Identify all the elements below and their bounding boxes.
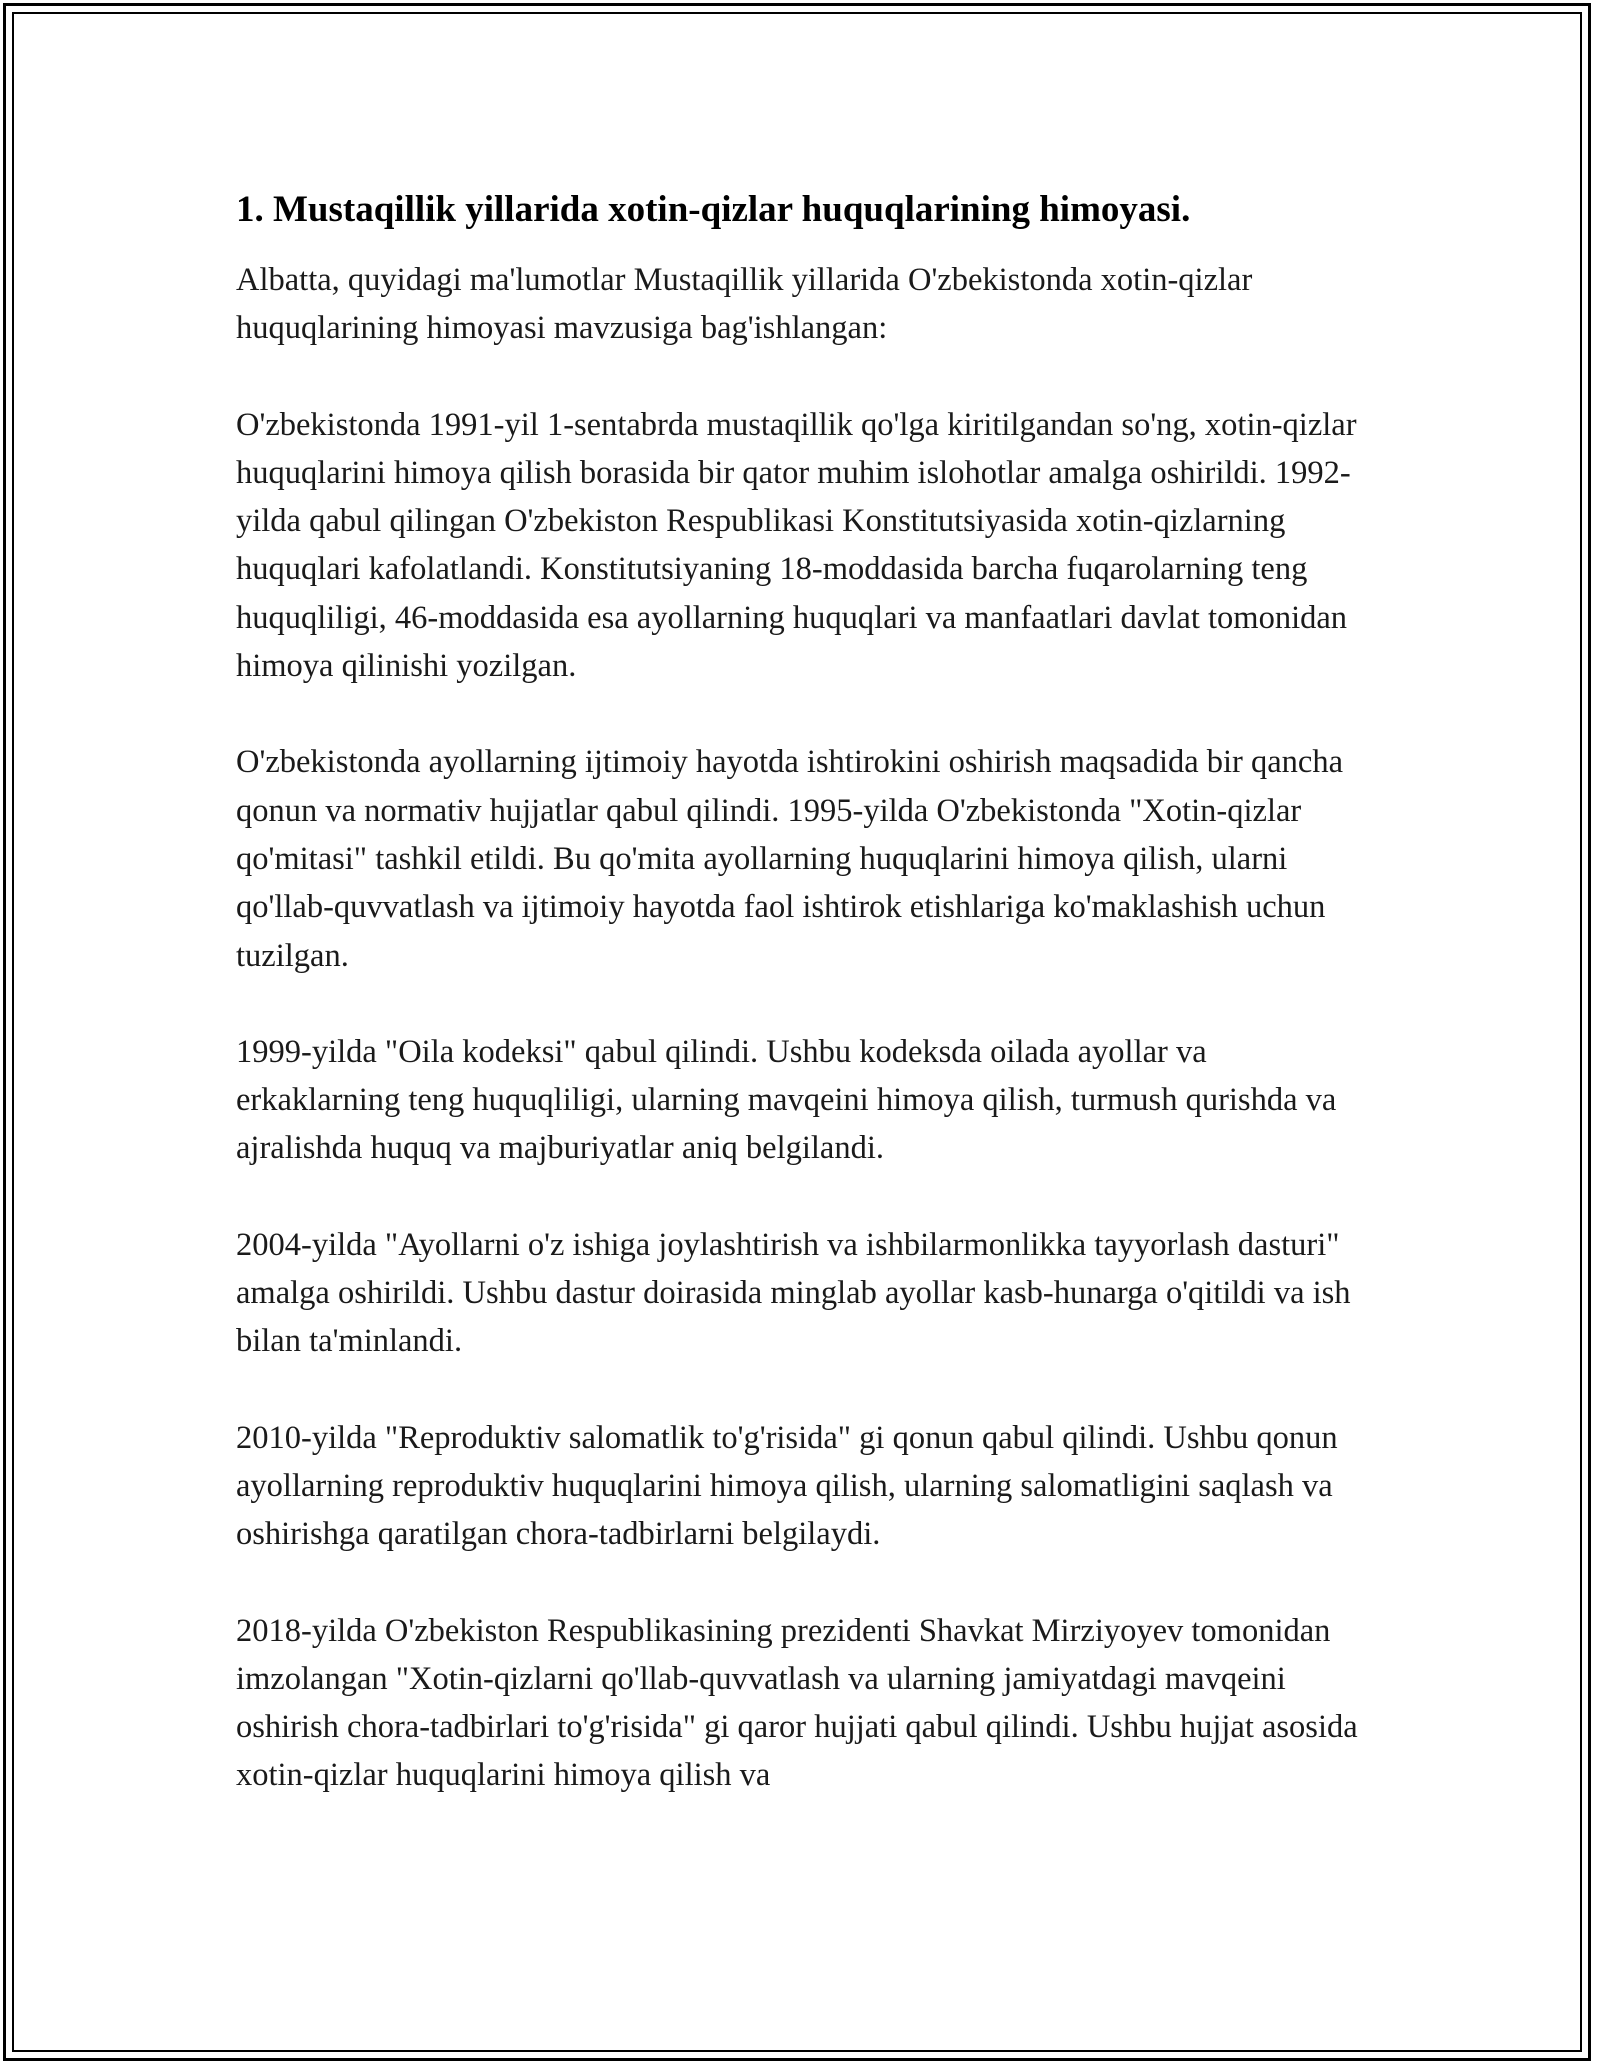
- paragraph-reproductive-health-law: 2010-yilda "Reproduktiv salomatlik to'g'risida" gi qonun qabul qilindi. Ushbu qonun ayollarning reproduktiv huquqlarini himoya qilish, ularning salomatligini saqlash va oshirishga qaratilgan chora-tadbirlarni belgilaydi.: [236, 1419, 1338, 1553]
- paragraph-intro: Albatta, quyidagi ma'lumotlar Mustaqillik yillarida O'zbekistonda xotin-qizlar huquqlarining himoyasi mavzusiga bag'ishlangan:: [236, 262, 1253, 347]
- document-title: 1. Mustaqillik yillarida xotin-qizlar huquqlarining himoyasi.: [236, 189, 1191, 230]
- document-body: [236, 186, 1366, 1848]
- paragraph-family-code: 1999-yilda "Oila kodeksi" qabul qilindi. Ushbu kodeksda oilada ayollar va erkaklarning teng huquqliligi, ularning mavqeini himoya qilish, turmush qurishda va ajralishda huquq va majburiyatlar aniq belgilandi.: [236, 1033, 1337, 1167]
- paragraph-womens-committee: O'zbekistonda ayollarning ijtimoiy hayotda ishtirokini oshirish maqsadida bir qancha qonun va normativ hujjatlar qabul qilindi. 1995-yilda O'zbekistonda "Xotin-qizlar qo'mitasi" tashkil etildi. Bu qo'mita ayollarning huquqlarini himoya qilish, ularni qo'llab-quvvatlash va ijtimoiy hayotda faol ishtirok etishlariga ko'maklashish uchun tuzilgan.: [236, 744, 1344, 974]
- paragraph-independence-constitution: O'zbekistonda 1991-yil 1-sentabrda mustaqillik qo'lga kiritilgandan so'ng, xotin-qizlar huquqlarini himoya qilish borasida bir qator muhim islohotlar amalga oshirildi. 1992-yilda qabul qilingan O'zbekiston Respublikasi Konstitutsiyasida xotin-qizlarning huquqlari kafolatlandi. Konstitutsiyaning 18-moddasida barcha fuqarolarning teng huquqliligi, 46-moddasida esa ayollarning huquqlari va manfaatlari davlat tomonidan himoya qilinishi yozilgan.: [236, 406, 1357, 685]
- paragraph-2018-decree: 2018-yilda O'zbekiston Respublikasining prezidenti Shavkat Mirziyoyev tomonidan imzolangan "Xotin-qizlarni qo'llab-quvvatlash va ularning jamiyatdagi mavqeini oshirish chora-tadbirlari to'g'risida" gi qaror hujjati qabul qilindi. Ushbu hujjat asosida xotin-qizlar huquqlarini himoya qilish va: [236, 1612, 1358, 1794]
- paragraph-employment-program: 2004-yilda "Ayollarni o'z ishiga joylashtirish va ishbilarmonlikka tayyorlash dasturi" amalga oshirildi. Ushbu dastur doirasida minglab ayollar kasb-hunarga o'qitildi va ish bilan ta'minlandi.: [236, 1226, 1351, 1360]
